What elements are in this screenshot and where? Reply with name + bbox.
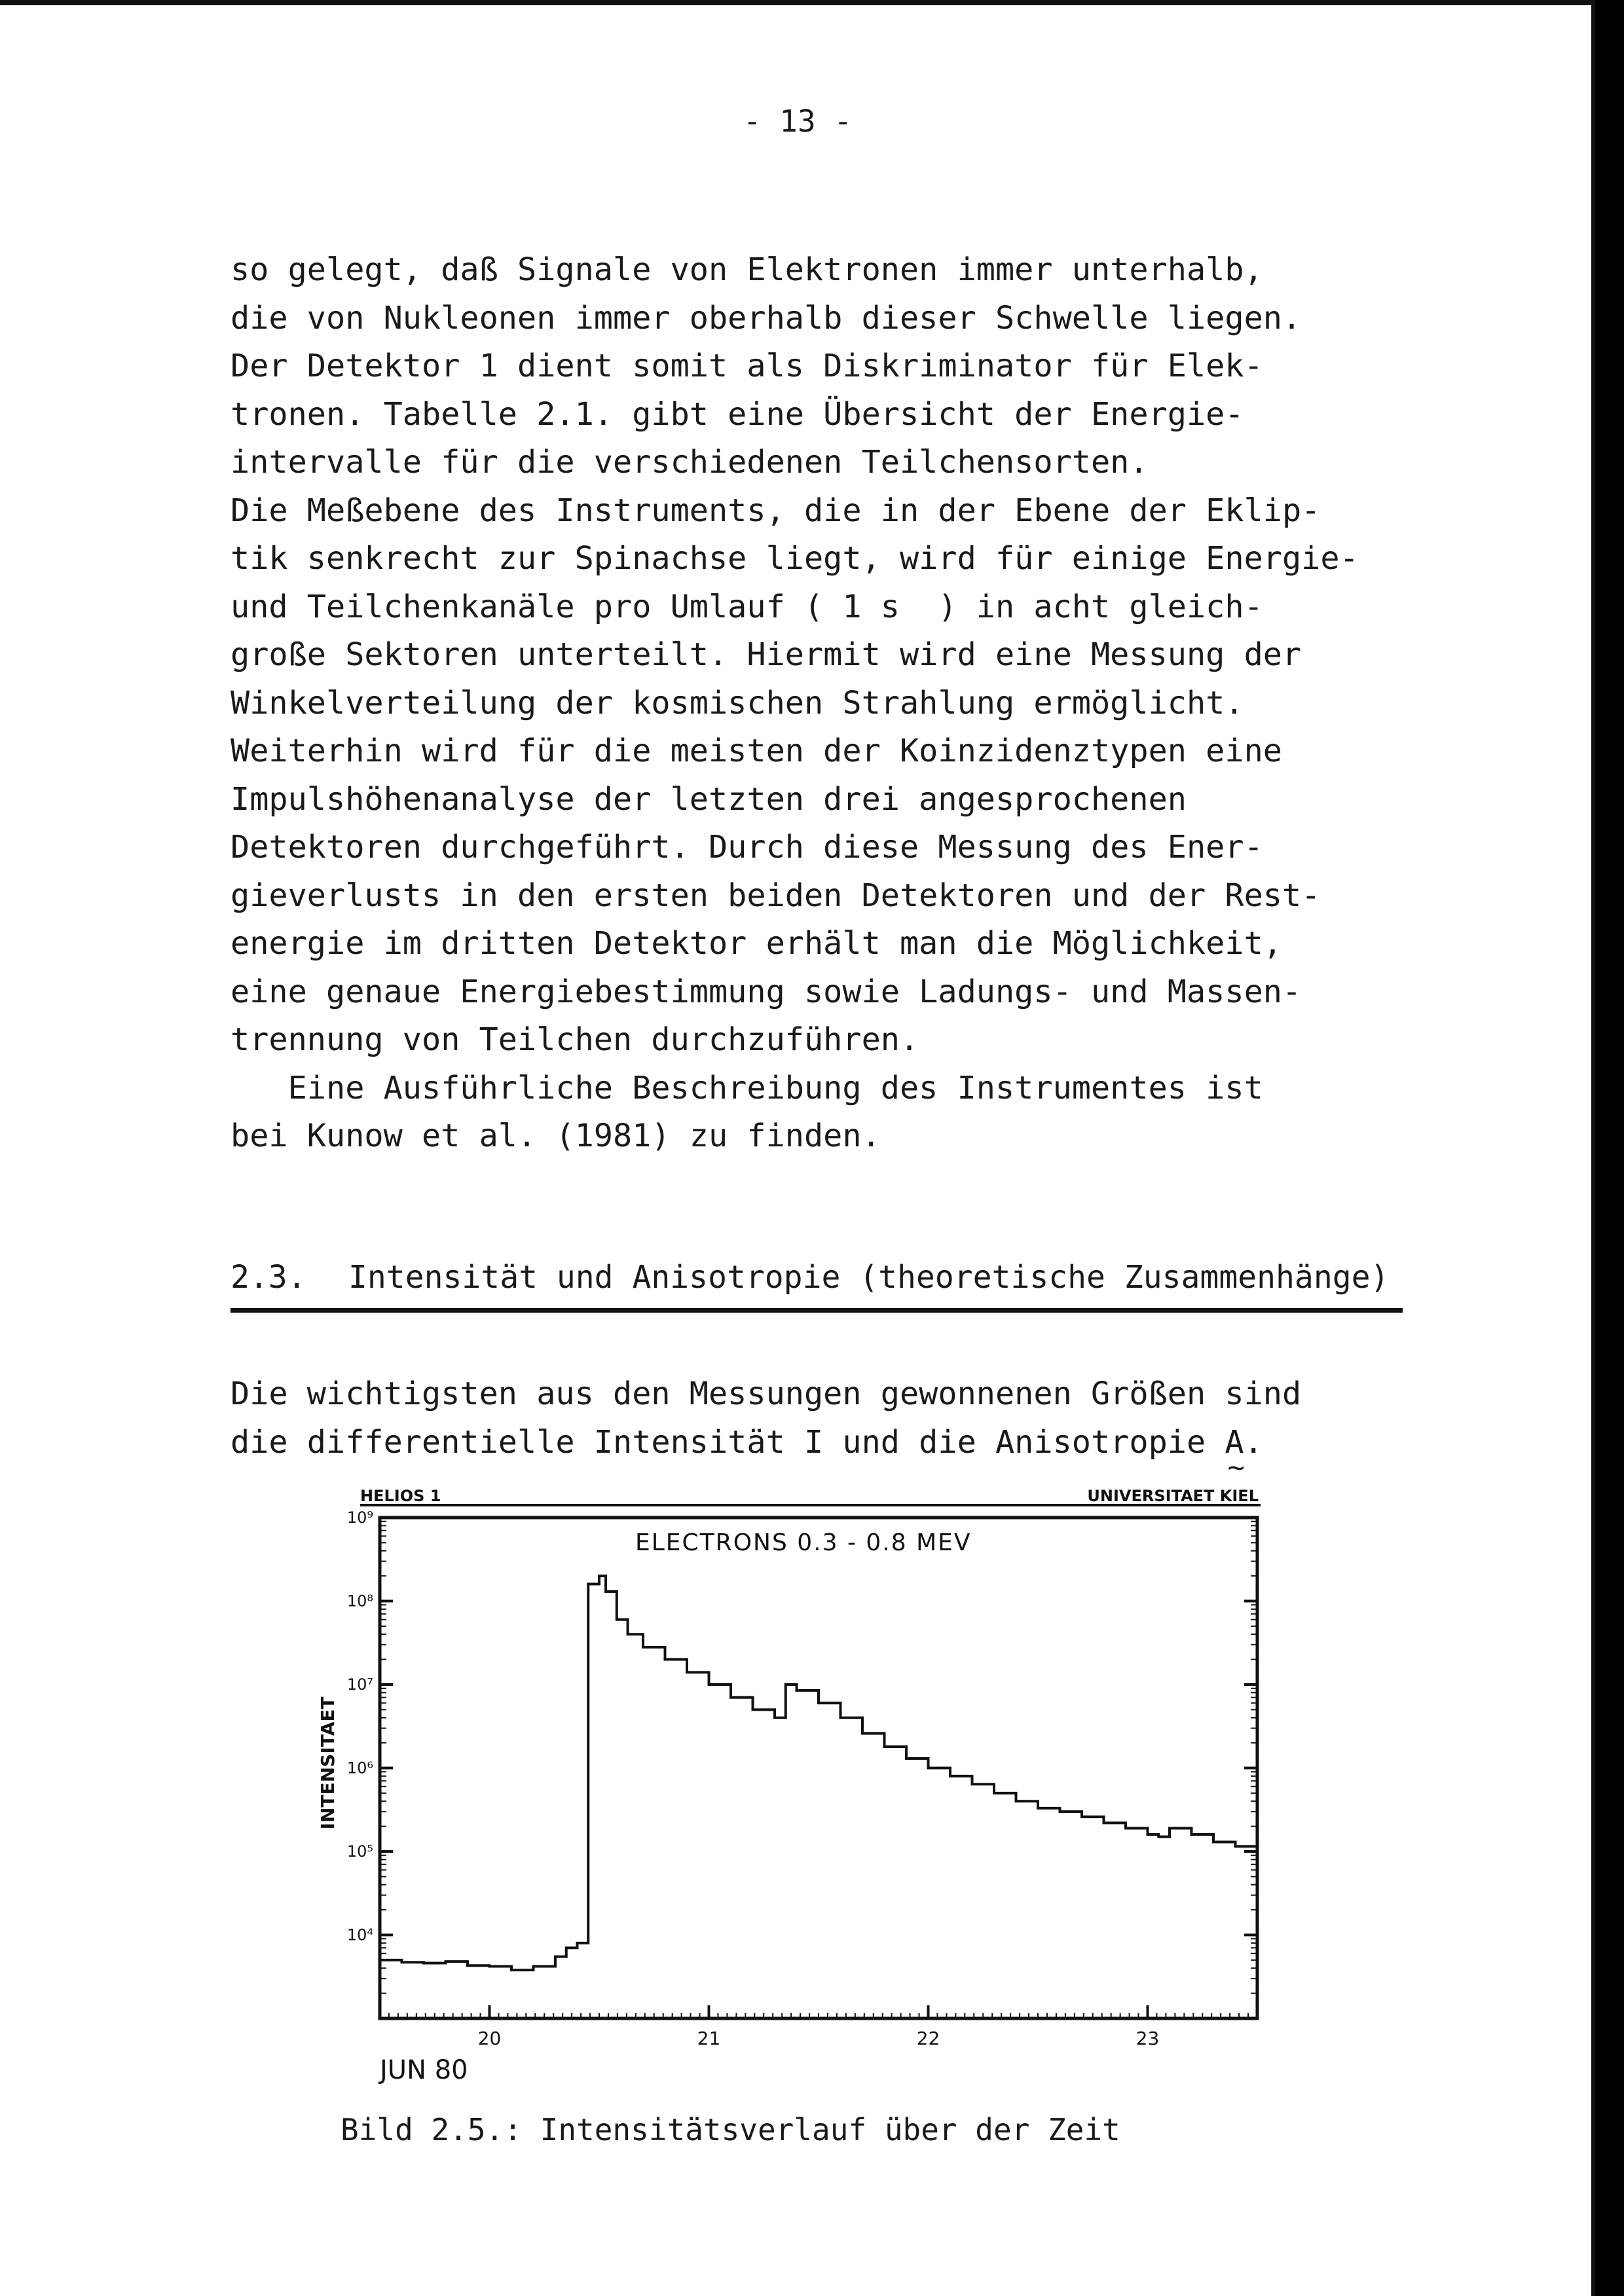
text-line: Weiterhin wird für die meisten der Koinzidenztypen eine — [231, 733, 1282, 769]
x-tick-label: 21 — [697, 2028, 721, 2049]
x-tick-label: 20 — [477, 2028, 502, 2049]
text-line: intervalle für die verschiedenen Teilchensorten. — [231, 444, 1149, 481]
y-tick-label: 10⁷ — [346, 1675, 373, 1694]
text-line: tronen. Tabelle 2.1. gibt eine Übersicht der Energie- — [231, 395, 1244, 433]
y-tick-label: 10⁶ — [346, 1758, 373, 1777]
body-paragraph-1 — [231, 246, 1409, 1161]
text-segment: . — [1244, 1423, 1263, 1461]
x-axis-ticks — [380, 2005, 1257, 2049]
section-title: Intensität und Anisotropie (theoretische Zusammenhänge) — [348, 1259, 1390, 1296]
text-line: gieverlusts in den ersten beiden Detektoren und der Rest- — [231, 877, 1321, 914]
x-tick-label: 23 — [1135, 2028, 1160, 2049]
body-paragraph-3 — [231, 1370, 1409, 1467]
x-tick-label: 22 — [916, 2028, 940, 2049]
text-line: trennung von Teilchen durchzuführen. — [231, 1021, 919, 1058]
text-line: energie im dritten Detektor erhält man die Möglichkeit, — [231, 925, 1282, 962]
text-line: Detektoren durchgeführt. Durch diese Messung des Ener- — [231, 829, 1263, 866]
text-line: große Sektoren unterteilt. Hiermit wird eine Messung der — [231, 636, 1302, 673]
electron-intensity-series — [380, 1576, 1257, 1970]
page-number: - 13 - — [743, 103, 853, 139]
plot-frame — [380, 1518, 1257, 2018]
text-line: bei Kunow et al. (1981) zu finden. — [231, 1118, 881, 1154]
chart-header-right: UNIVERSITAET KIEL — [1087, 1487, 1259, 1505]
text-segment: die differentielle Intensität I und die Anisotropie — [231, 1423, 1225, 1461]
text-line: Die Meßebene des Instruments, die in der Ebene der Eklip- — [231, 492, 1321, 529]
y-tick-label: 10⁵ — [346, 1842, 373, 1861]
text-line: Die wichtigsten aus den Messungen gewonnenen Größen sind — [231, 1376, 1302, 1412]
y-tick-label: 10⁸ — [346, 1592, 373, 1611]
intensity-chart — [308, 1475, 1290, 2097]
text-line: Eine Ausführliche Beschreibung des Instrumentes ist — [231, 1069, 1263, 1106]
section-heading — [231, 1254, 1403, 1313]
text-line: Impulshöhenanalyse der letzten drei angesprochenen — [231, 780, 1187, 818]
text-line — [231, 1419, 1409, 1467]
x-axis-label: JUN 80 — [380, 2055, 468, 2085]
text-line: die von Nukleonen immer oberhalb dieser Schwelle liegen. — [231, 299, 1302, 337]
y-axis-label: INTENSITAET — [317, 1696, 339, 1830]
y-tick-label: 10⁴ — [346, 1925, 373, 1944]
y-tick-label: 10⁹ — [346, 1508, 373, 1527]
text-line: so gelegt, daß Signale von Elektronen immer unterhalb, — [231, 251, 1263, 288]
figure-caption: Bild 2.5.: Intensitätsverlauf über der Zeit — [341, 2112, 1120, 2147]
text-line: eine genaue Energiebestimmung sowie Ladungs- und Massen- — [231, 973, 1302, 1010]
anisotropy-symbol: A ~ — [1225, 1424, 1244, 1461]
text-line: tik senkrecht zur Spinachse liegt, wird für einige Energie- — [231, 540, 1359, 577]
text-line: Winkelverteilung der kosmischen Strahlung ermöglicht. — [231, 684, 1244, 721]
text-line: und Teilchenkanäle pro Umlauf ( 1 s ) in acht gleich- — [231, 588, 1263, 625]
section-number: 2.3. — [231, 1259, 306, 1296]
y-axis-ticks — [347, 1508, 1257, 1994]
text-line: Der Detektor 1 dient somit als Diskriminator für Elek- — [231, 348, 1263, 384]
intensity-chart-figure — [308, 1475, 1290, 2097]
chart-header-left: HELIOS 1 — [360, 1487, 441, 1505]
chart-title: ELECTRONS 0.3 - 0.8 MEV — [635, 1529, 972, 1556]
